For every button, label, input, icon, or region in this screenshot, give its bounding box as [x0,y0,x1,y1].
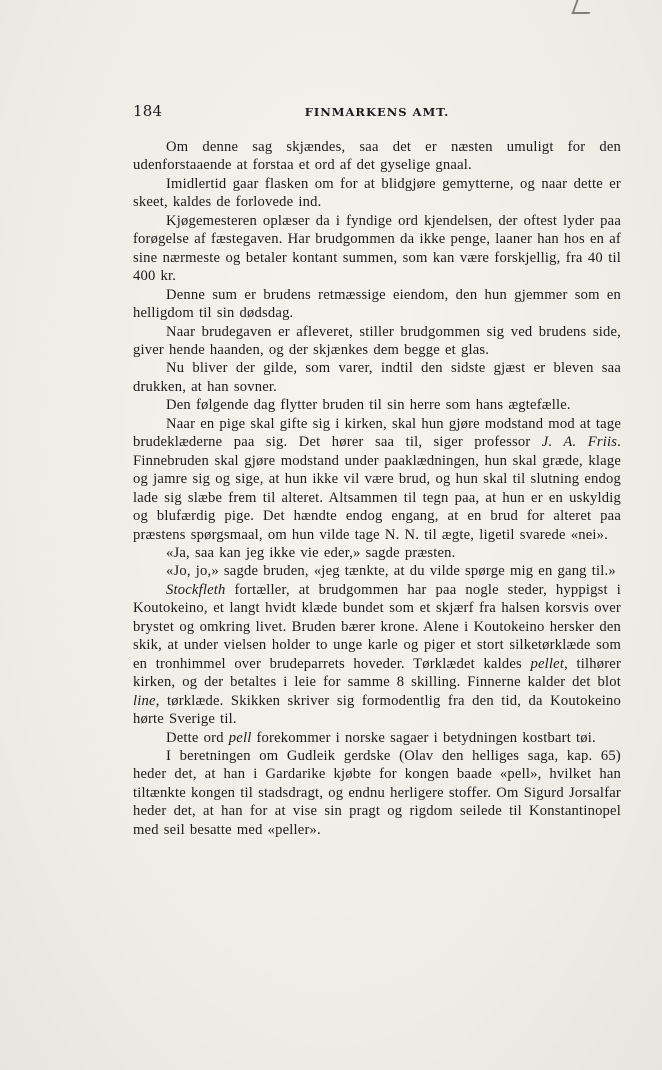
text-segment: Naar en pige skal gifte sig i kirken, skal hun gjøre modstand mod at tage brudeklæderne paa sig. Det hører saa til, siger professor [133,415,621,451]
page-corner-mark [571,0,594,14]
text-segment: , tilhører kirken, og der betaltes i leie for samme 8 skilling. Finnerne kalder det blot [133,655,622,691]
text-segment: Den følgende dag flytter bruden til sin herre som hans ægtefælle. [166,397,571,414]
paragraph [133,562,621,580]
text-segment: Om denne sag skjændes, saa det er næsten umuligt for den udenforstaaende at forstaa et ord af det gyselige gnaal. [133,139,621,174]
paragraph [133,415,621,544]
paragraph [133,286,621,323]
italic-text: pellet [530,655,565,672]
italic-text: pell [228,729,252,746]
text-segment: I beretningen om Gudleik gerdske (Olav den helliges saga, kap. 65) heder det, at han i Gardarike kjøbte for kongen baade «pell», hvilket han tiltænkte kongen til stadsdragt, og endnu herligere stoffer. Om Sigurd Jorsalfar heder det, at han for at vise sin pragt og rigdom seilede til Konstantinopel med seil besatte med «peller». [133,747,621,838]
text-segment: Dette ord [166,729,229,746]
paragraph [133,212,621,286]
italic-text: J. A. Friis [541,434,618,451]
text-segment: «Ja, saa kan jeg ikke vie eder,» sagde præsten. [166,544,456,561]
paragraph [133,581,621,729]
text-segment: Denne sum er brudens retmæssige eiendom, den hun gjemmer som en helligdom til sin dødsdag. [133,286,621,322]
paragraph [133,396,621,414]
text-segment: . Finnebruden skal gjøre modstand under paaklædningen, hun skal græde, klage og jamre sig og sige, at hun ikke vil være brud, og hun skal til slutning endog lade sig slæbe frem til alteret. Altsammen til tegn paa, at hun er en uskyldig og blufærdig pige. Det hændte endog engang, at en brud for alteret paa præstens spørgsmaal, om hun vilde tage N. N. til ægte, ligetil svarede «nei». [133,434,621,543]
paragraph [133,544,621,562]
text-segment: , tørklæde. Skikken skriver sig formodentlig fra den tid, da Koutokeino hørte Sverige til. [133,692,621,728]
paragraph [133,175,621,212]
text-segment: Naar brudegaven er afleveret, stiller brudgommen sig ved brudens side, giver hende haanden, og der skjænkes dem begge et glas. [133,323,621,358]
paragraph [133,359,621,396]
running-head: FINMARKENS AMT. [304,105,450,119]
text-segment: Nu bliver der gilde, som varer, indtil den sidste gjæst er bleven saa drukken, at han sovner. [133,360,621,395]
page-header [133,102,621,122]
paragraph [133,138,621,175]
text-segment: Imidlertid gaar flasken om for at blidgjøre gemytterne, og naar dette er skeet, kaldes de forlovede ind. [133,175,621,211]
body-text [133,138,621,839]
paragraph [133,729,621,747]
text-segment: fortæller, at brudgommen har paa nogle steder, hyppigst i Koutokeino, et langt hvidt klæde bundet som et skjærf fra halsen korsvis over brystet og omkring livet. Bruden bærer krone. Alene i Koutokeino hersker den skik, at under vielsen holder to unge karle og piger et stort silketørklæde som en tronhimmel over brudeparrets hoveder. Tørklædet kaldes [133,581,621,672]
text-segment: «Jo, jo,» sagde bruden, «jeg tænkte, at du vilde spørge mig en gang til.» [166,563,616,580]
text-segment: forekommer i norske sagaer i betydningen kostbart tøi. [251,729,596,746]
page-number: 184 [133,102,163,120]
text-segment: Kjøgemesteren oplæser da i fyndige ord kjendelsen, der oftest lyder paa forøgelse af fæstegaven. Har brudgommen da ikke penge, laaner han hos en af sine nærmeste og betaler kontant summen, som kan være forskjellig, fra 40 til 400 kr. [133,212,621,285]
italic-text: Stockfleth [166,581,226,598]
paragraph [133,747,621,839]
italic-text: line [133,692,156,709]
paragraph [133,323,621,360]
